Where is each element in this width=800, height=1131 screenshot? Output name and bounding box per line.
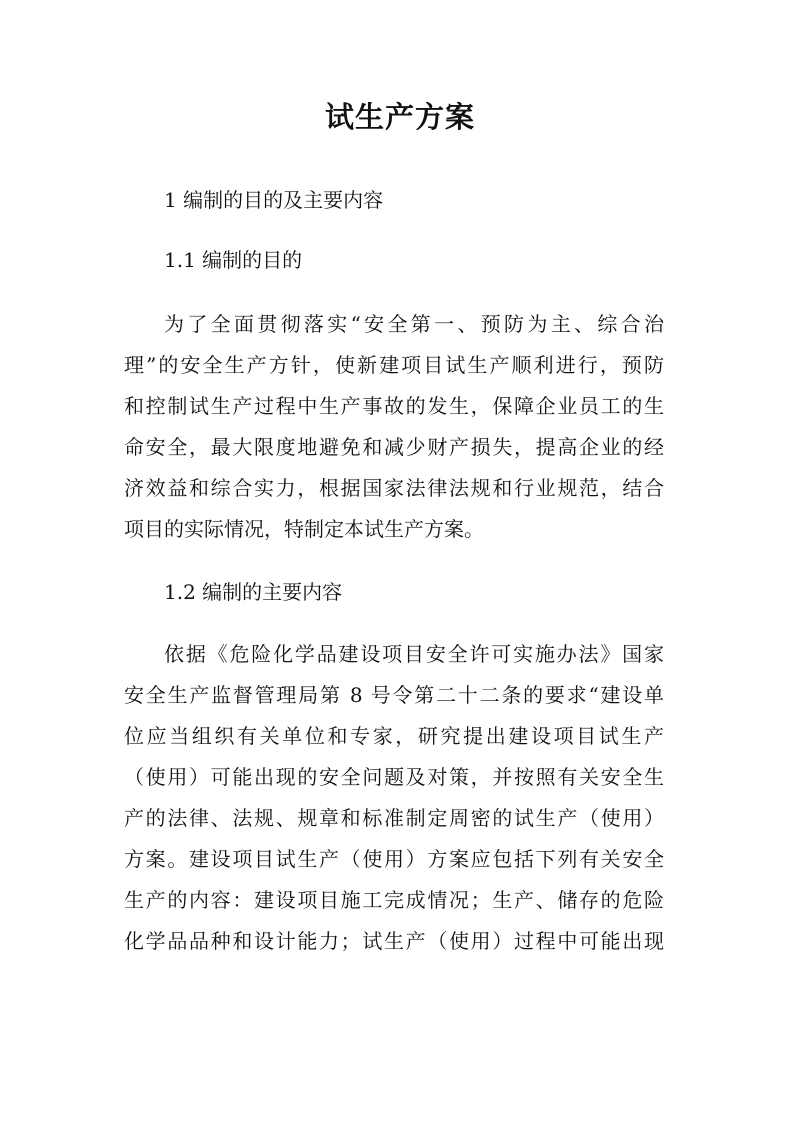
section-heading-1-1: 1.1 编制的目的 <box>164 248 303 272</box>
paragraph-line: 命安全，最大限度地避免和减少财产损失，提高企业的经 <box>124 435 664 459</box>
paragraph-line: 安全生产监督管理局第 8 号令第二十二条的要求“建设单 <box>124 683 664 707</box>
paragraph-line: 为了全面贯彻落实“安全第一、预防为主、综合治 <box>164 312 664 336</box>
paragraph-main-content <box>124 634 664 962</box>
paragraph-line: 理”的安全生产方针，使新建项目试生产顺利进行，预防 <box>124 353 664 377</box>
paragraph-line: 项目的实际情况，特制定本试生产方案。 <box>124 517 484 541</box>
document-title: 试生产方案 <box>324 100 475 134</box>
paragraph-line: 济效益和综合实力，根据国家法律法规和行业规范，结合 <box>124 476 664 500</box>
paragraph-line: 生产的内容：建设项目施工完成情况；生产、储存的危险 <box>124 888 664 912</box>
paragraph-purpose <box>124 304 664 550</box>
paragraph-line: 产的法律、法规、规章和标准制定周密的试生产（使用） <box>124 806 664 830</box>
paragraph-line: 和控制试生产过程中生产事故的发生，保障企业员工的生 <box>124 394 664 418</box>
section-heading-1-2: 1.2 编制的主要内容 <box>164 580 343 604</box>
paragraph-line: 位应当组织有关单位和专家，研究提出建设项目试生产 <box>124 724 664 748</box>
paragraph-line: 化学品品种和设计能力；试生产（使用）过程中可能出现 <box>124 929 664 953</box>
paragraph-line: 依据《危险化学品建设项目安全许可实施办法》国家 <box>164 642 664 666</box>
paragraph-line: （使用）可能出现的安全问题及对策，并按照有关安全生 <box>124 765 664 789</box>
paragraph-line: 方案。建设项目试生产（使用）方案应包括下列有关安全 <box>124 847 664 871</box>
section-heading-1: 1 编制的目的及主要内容 <box>164 188 384 212</box>
